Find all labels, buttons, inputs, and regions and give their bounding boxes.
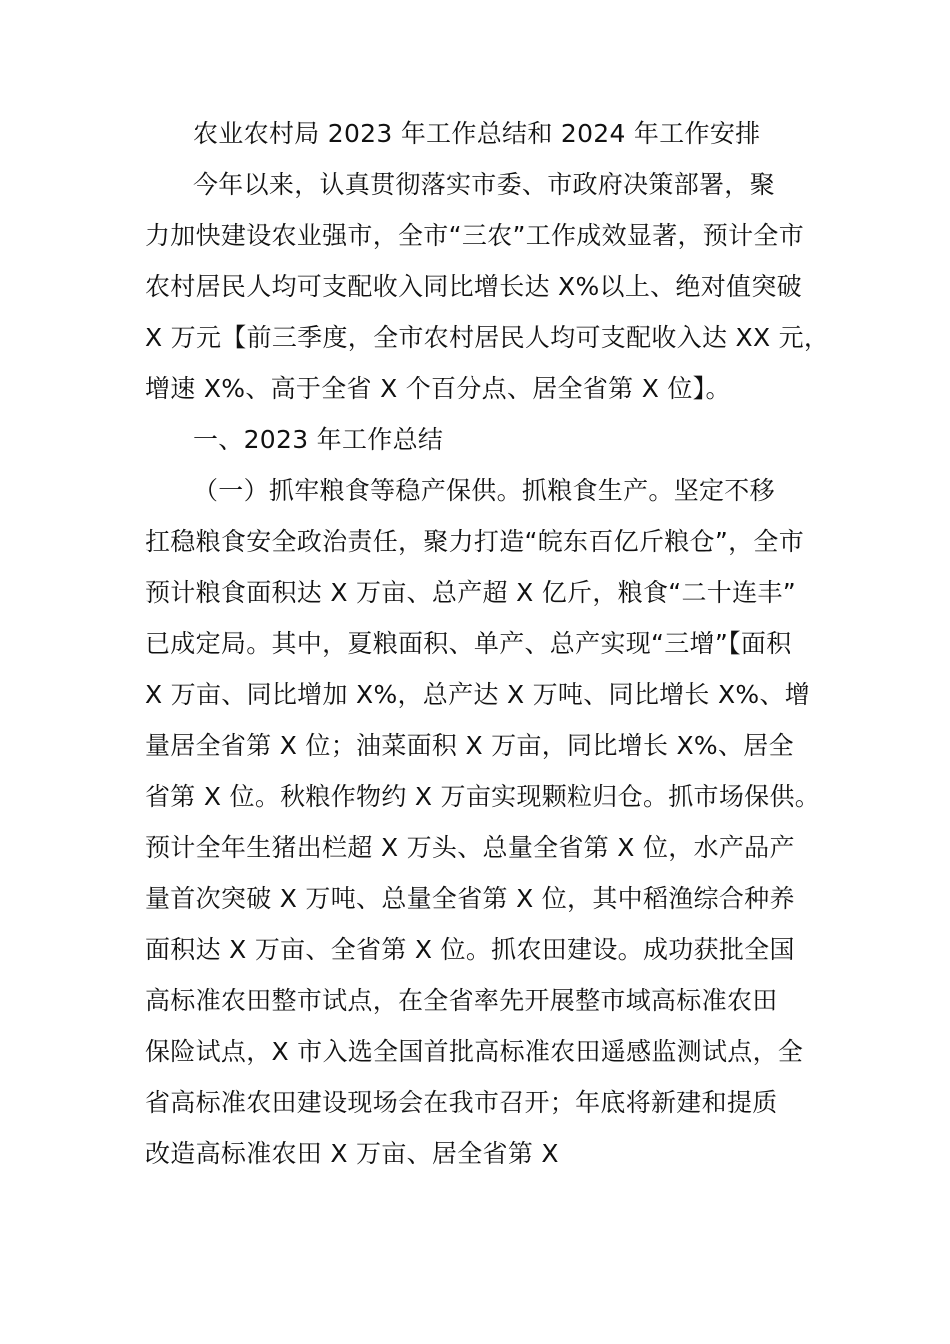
paragraph-line: 预计全年生猪出栏超 X 万头、总量全省第 X 位，水产品产 — [145, 833, 795, 862]
paragraph-line: 力加快建设农业强市，全市“三农”工作成效显著，预计全市 — [145, 221, 805, 250]
paragraph-line: 今年以来，认真贯彻落实市委、市政府决策部署，聚 — [193, 170, 775, 199]
paragraph-line: 改造高标准农田 X 万亩、居全省第 X — [145, 1139, 559, 1168]
paragraph-line: 保险试点，X 市入选全国首批高标准农田遥感监测试点，全 — [145, 1037, 804, 1066]
paragraph-line: 量首次突破 X 万吨、总量全省第 X 位，其中稻渔综合种养 — [145, 884, 795, 913]
section-heading: 一、2023 年工作总结 — [193, 425, 444, 454]
document-title: 农业农村局 2023 年工作总结和 2024 年工作安排 — [193, 119, 761, 148]
paragraph-line: 已成定局。其中，夏粮面积、单产、总产实现“三增”【面积 — [145, 629, 792, 658]
paragraph-line: （一）抓牢粮食等稳产保供。抓粮食生产。坚定不移 — [193, 476, 775, 505]
paragraph-line: X 万亩、同比增加 X%，总产达 X 万吨、同比增长 X%、增 — [145, 680, 811, 709]
paragraph-line: 面积达 X 万亩、全省第 X 位。抓农田建设。成功获批全国 — [145, 935, 795, 964]
paragraph-line: 省第 X 位。秋粮作物约 X 万亩实现颗粒归仓。抓市场保供。 — [145, 782, 821, 811]
paragraph-line: 预计粮食面积达 X 万亩、总产超 X 亿斤，粮食“二十连丰” — [145, 578, 796, 607]
paragraph-line: X 万元【前三季度，全市农村居民人均可支配收入达 XX 元， — [145, 323, 830, 352]
paragraph-line: 省高标准农田建设现场会在我市召开；年底将新建和提质 — [145, 1088, 778, 1117]
paragraph-line: 增速 X%、高于全省 X 个百分点、居全省第 X 位】。 — [145, 374, 731, 403]
paragraph-line: 量居全省第 X 位；油菜面积 X 万亩，同比增长 X%、居全 — [145, 731, 794, 760]
paragraph-line: 农村居民人均可支配收入同比增长达 X%以上、绝对值突破 — [145, 272, 802, 301]
paragraph-line: 高标准农田整市试点，在全省率先开展整市域高标准农田 — [145, 986, 778, 1015]
paragraph-line: 扛稳粮食安全政治责任，聚力打造“皖东百亿斤粮仓”，全市 — [145, 527, 805, 556]
